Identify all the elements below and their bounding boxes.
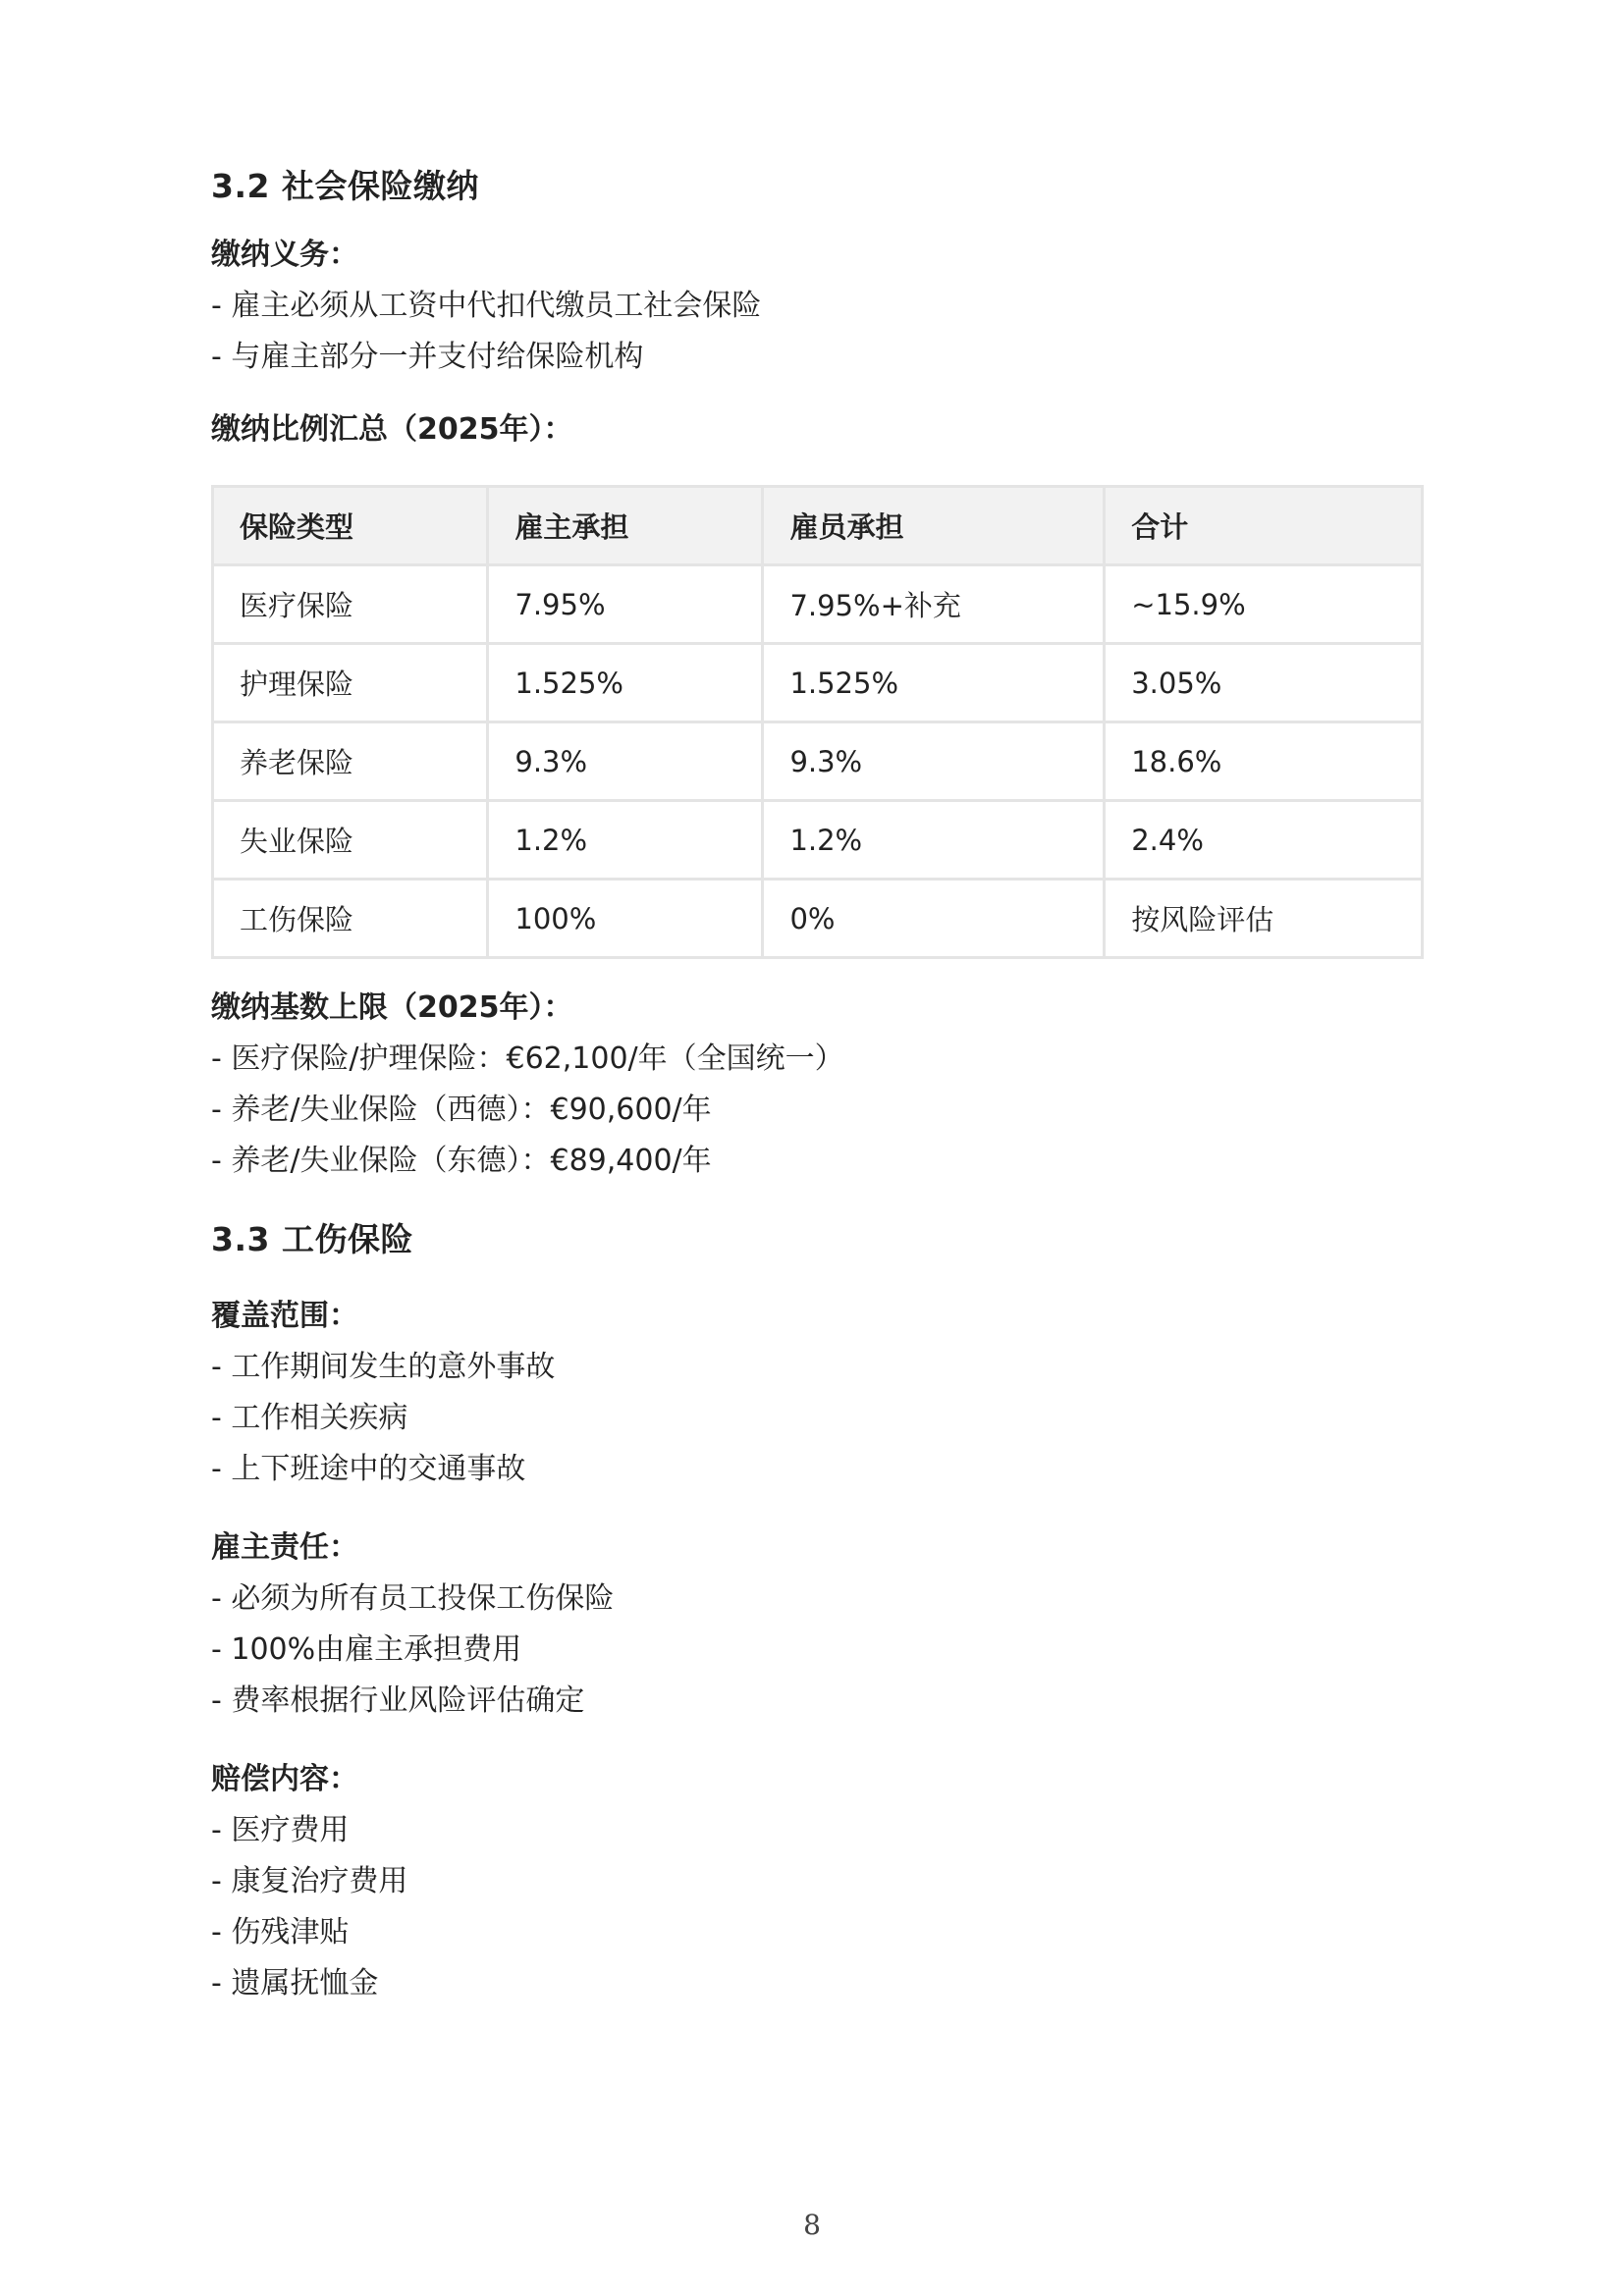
table-cell: 养老保险 bbox=[213, 722, 488, 801]
list-item: - 必须为所有员工投保工伤保险 bbox=[211, 1574, 1424, 1625]
compensation-title: 赔偿内容： bbox=[211, 1762, 358, 1796]
header-employee-share: 雇员承担 bbox=[763, 487, 1105, 565]
page-number: 8 bbox=[803, 2209, 821, 2241]
list-item: - 遗属抚恤金 bbox=[211, 1958, 1424, 2009]
employer-responsibility-title: 雇主责任： bbox=[211, 1530, 358, 1565]
coverage-list bbox=[211, 1342, 1424, 1495]
header-total: 合计 bbox=[1105, 487, 1423, 565]
table-cell: 2.4% bbox=[1105, 801, 1423, 880]
rates-title: 缴纳比例汇总（2025年）： bbox=[211, 412, 573, 447]
table-row bbox=[213, 644, 1423, 722]
table-row bbox=[213, 880, 1423, 958]
list-item: - 康复治疗费用 bbox=[211, 1856, 1424, 1907]
header-employer-share: 雇主承担 bbox=[488, 487, 763, 565]
table-cell: 18.6% bbox=[1105, 722, 1423, 801]
list-item: - 医疗费用 bbox=[211, 1805, 1424, 1856]
employer-responsibility-list bbox=[211, 1574, 1424, 1727]
list-item: - 养老/失业保险（东德）：€89,400/年 bbox=[211, 1136, 1424, 1187]
table-header-row bbox=[213, 487, 1423, 565]
header-insurance-type: 保险类型 bbox=[213, 487, 488, 565]
section-heading-3-2: 3.2 社会保险缴纳 bbox=[211, 167, 479, 205]
list-item: - 上下班途中的交通事故 bbox=[211, 1444, 1424, 1495]
table-cell: 按风险评估 bbox=[1105, 880, 1423, 958]
obligation-list bbox=[211, 281, 1424, 383]
table-row bbox=[213, 722, 1423, 801]
table-cell: 医疗保险 bbox=[213, 565, 488, 644]
table-cell: 0% bbox=[763, 880, 1105, 958]
table-cell: 7.95%+补充 bbox=[763, 565, 1105, 644]
ceiling-title: 缴纳基数上限（2025年）： bbox=[211, 990, 573, 1025]
table-cell: 100% bbox=[488, 880, 763, 958]
table-row bbox=[213, 801, 1423, 880]
document-page bbox=[211, 157, 1424, 2009]
section-heading-3-3: 3.3 工伤保险 bbox=[211, 1220, 413, 1258]
compensation-list bbox=[211, 1805, 1424, 2009]
table-cell: 护理保险 bbox=[213, 644, 488, 722]
table-cell: 1.2% bbox=[763, 801, 1105, 880]
list-item: - 费率根据行业风险评估确定 bbox=[211, 1676, 1424, 1727]
table-cell: 工伤保险 bbox=[213, 880, 488, 958]
list-item: - 工作期间发生的意外事故 bbox=[211, 1342, 1424, 1393]
list-item: - 工作相关疾病 bbox=[211, 1393, 1424, 1444]
table-cell: 9.3% bbox=[763, 722, 1105, 801]
list-item: - 医疗保险/护理保险：€62,100/年（全国统一） bbox=[211, 1034, 1424, 1085]
table-cell: 3.05% bbox=[1105, 644, 1423, 722]
list-item: - 与雇主部分一并支付给保险机构 bbox=[211, 332, 1424, 383]
table-cell: ~15.9% bbox=[1105, 565, 1423, 644]
list-item: - 100%由雇主承担费用 bbox=[211, 1625, 1424, 1676]
table-cell: 7.95% bbox=[488, 565, 763, 644]
list-item: - 伤残津贴 bbox=[211, 1907, 1424, 1958]
coverage-title: 覆盖范围： bbox=[211, 1299, 358, 1333]
list-item: - 雇主必须从工资中代扣代缴员工社会保险 bbox=[211, 281, 1424, 332]
table-cell: 1.525% bbox=[763, 644, 1105, 722]
table-cell: 1.525% bbox=[488, 644, 763, 722]
ceiling-list bbox=[211, 1034, 1424, 1187]
list-item: - 养老/失业保险（西德）：€90,600/年 bbox=[211, 1085, 1424, 1136]
table-cell: 1.2% bbox=[488, 801, 763, 880]
table-cell: 失业保险 bbox=[213, 801, 488, 880]
table-row bbox=[213, 565, 1423, 644]
obligation-title: 缴纳义务： bbox=[211, 238, 358, 272]
contribution-rate-table bbox=[211, 485, 1424, 959]
table-cell: 9.3% bbox=[488, 722, 763, 801]
